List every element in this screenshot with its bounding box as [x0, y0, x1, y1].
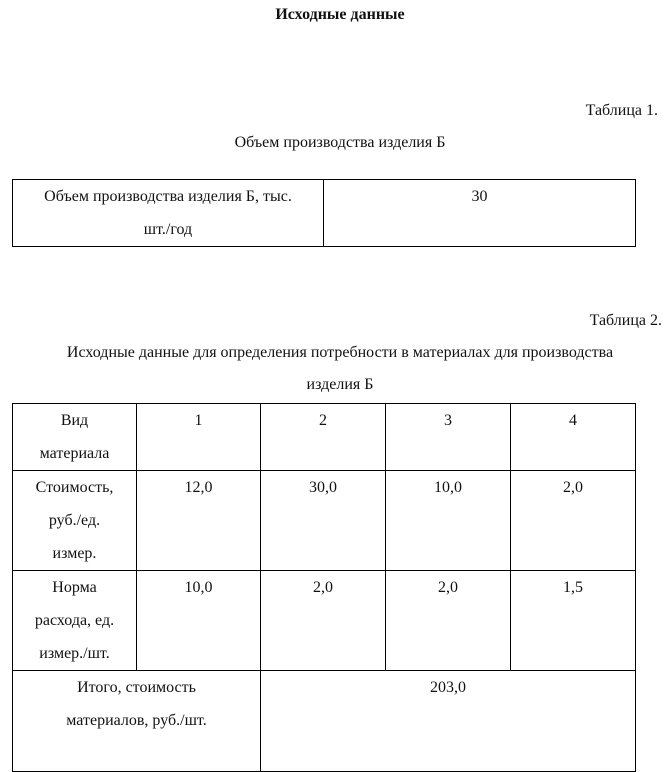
row-label-cell — [13, 571, 137, 671]
cell-text: Объем производства изделия Б, тыс. — [44, 188, 292, 205]
table-cell-value — [324, 180, 636, 247]
header-cell — [511, 404, 636, 471]
cell-text: 3 — [444, 412, 452, 429]
cell-text: Стоимость, — [35, 479, 114, 496]
table-cell — [511, 471, 636, 571]
cell-text: 1 — [194, 412, 203, 429]
table-cell — [137, 471, 261, 571]
header-cell — [137, 404, 261, 471]
cell-text: руб./ед. — [48, 512, 101, 529]
row-label-cell — [13, 471, 137, 571]
table2-caption-line2: изделия Б — [306, 376, 374, 393]
total-value-cell — [261, 671, 636, 772]
cell-text: 12,0 — [184, 479, 213, 496]
table-cell — [386, 471, 511, 571]
table-cell — [511, 571, 636, 671]
cell-text: материала — [39, 445, 110, 462]
cell-text: 30,0 — [309, 479, 337, 496]
cell-text: Вид — [60, 412, 89, 429]
table-cell-label — [13, 180, 324, 247]
table2-caption-line1: Исходные данные для определения потребности в материалах для производства — [66, 344, 614, 361]
cell-text: Норма — [52, 579, 97, 596]
header-cell — [261, 404, 386, 471]
table-total-row — [13, 671, 636, 772]
cell-text: измер./шт. — [39, 645, 110, 662]
table-header-row — [13, 404, 636, 471]
cell-text: Итого, стоимость — [77, 679, 196, 696]
cell-text: расхода, ед. — [34, 612, 115, 629]
cell-text: 1,5 — [563, 579, 583, 596]
cell-text: 2,0 — [563, 479, 583, 496]
cell-text: 2,0 — [313, 579, 333, 596]
table-row — [13, 471, 636, 571]
table-row — [13, 180, 636, 247]
table2-label: Таблица 2. — [589, 312, 662, 329]
cell-text: 203,0 — [430, 679, 466, 696]
cell-text: 2 — [319, 412, 327, 429]
header-cell — [386, 404, 511, 471]
total-label-cell — [13, 671, 261, 772]
table-row — [13, 571, 636, 671]
cell-text: измер. — [52, 545, 97, 562]
table-cell — [137, 571, 261, 671]
table-cell — [261, 571, 386, 671]
table-cell — [261, 471, 386, 571]
header-cell-label — [13, 404, 137, 471]
materials-table — [12, 403, 636, 772]
table1-label: Таблица 1. — [585, 102, 658, 119]
cell-text: 10,0 — [434, 479, 462, 496]
cell-text: 2,0 — [438, 579, 458, 596]
table1-caption: Объем производства изделия Б — [234, 134, 446, 151]
cell-text: 30 — [471, 188, 488, 205]
cell-text: материалов, руб./шт. — [66, 712, 207, 729]
cell-text: 10,0 — [184, 579, 213, 596]
page-title: Исходные данные — [275, 6, 405, 23]
cell-text: 4 — [569, 412, 577, 429]
table-cell — [386, 571, 511, 671]
production-volume-table — [12, 179, 636, 247]
cell-text: шт./год — [143, 221, 193, 238]
